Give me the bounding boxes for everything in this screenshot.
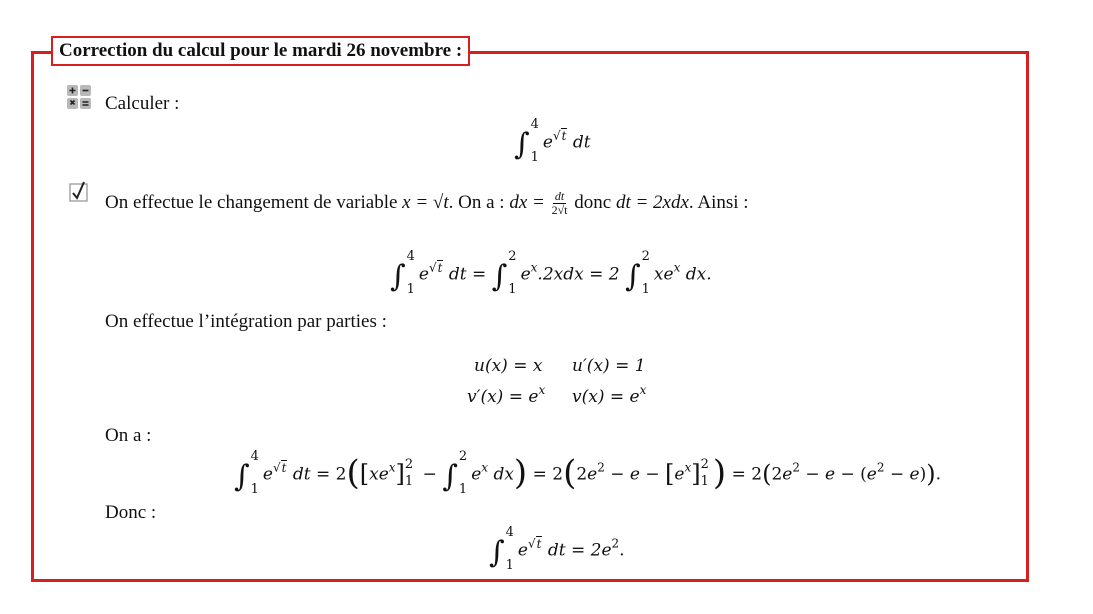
integral-statement: ∫ 4 1 $e^{√t}$ dt (514, 117, 591, 165)
on-a-label: On a : (105, 425, 152, 446)
calculer-label: Calculer : (105, 93, 180, 114)
final-result: ∫ 4 1 $e^{√t}$ dt = $2e^2$. (489, 525, 625, 573)
checkmark-icon (69, 181, 89, 203)
u-prime-definition: u′(x) = 1 (572, 356, 646, 376)
v-definition: $v(x) = e^x$ (572, 383, 647, 407)
parts-computation: ∫ 4 1 $e^{√t}$ dt = $2([xe^x]$ 2 1 − ∫ 2 1 $e^x$ $dx) = 2(2e^2 - e - [e^x]$ 2 1 ) = $2(2e^2 - e - (e^2 - e))$. (234, 449, 942, 497)
change-of-variable-line: On effectue le changement de variable x = √t. On a : dx = $\frac{dt}{2√t}$ donc dt = 2xdx. Ainsi : (105, 189, 749, 217)
v-prime-definition: $v'(x) = e^x$ (467, 383, 546, 407)
substitution-equation: ∫ 4 1 $e^{√t}$ dt = ∫ 2 1 $e^x.2xdx = 2$ ∫ 2 1 $xe^x$ dx. (390, 249, 712, 297)
u-definition: u(x) = x (474, 356, 543, 376)
fraction-dt-over-2sqrt-t: $\frac{dt}{2√t}$ (551, 189, 568, 217)
calculator-icon (66, 84, 92, 110)
donc-label: Donc : (105, 502, 157, 523)
page-title: Correction du calcul pour le mardi 26 novembre : (51, 36, 470, 66)
integration-by-parts-label: On effectue l’intégration par parties : (105, 311, 387, 332)
